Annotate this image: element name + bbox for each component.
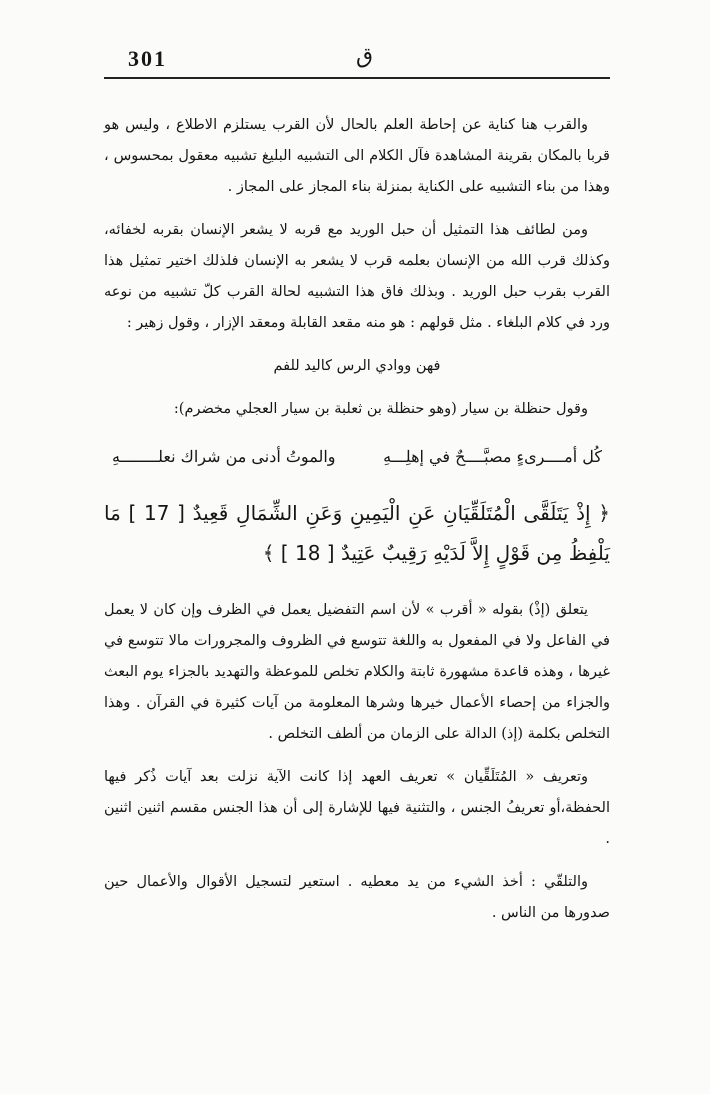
couplet-second-hemistich: والموتُ أدنى من شراك نعلــــــــهِ: [112, 447, 336, 466]
page-body: [104, 110, 610, 941]
paragraph-2: ومن لطائف هذا التمثيل أن حبل الوريد مع قربه لا يشعر الإنسان بقربه لخفائه، وكذلك قرب الله من الإنسان بعلمه قرب لا يشعر به الإنسان فلذلك اختير تمثيل هذا القرب بقرب حبل الوريد . وبذلك فاق هذا التشبيه لحالة القرب كلّ تشبيه من نوعه ورد في كلام البلغاء . مثل قولهم : هو منه مقعد القابلة ومعقد الإزار ، وقول زهير :: [104, 222, 610, 331]
paragraph-3: وقول حنظلة بن سيار (وهو حنظلة بن ثعلبة بن سيار العجلي مخضرم):: [173, 401, 588, 417]
header-rule: [104, 77, 610, 79]
poetry-couplet: [104, 441, 610, 473]
paragraph-5: وتعريف « المُتَلَقِّيان » تعريف العهد إذا كانت الآية نزلت بعد آيات ذُكر فيها الحفظة،أو تعريفُ الجنس ، والتثنية فيها للإشارة إلى أن هذا الجنس مقسم اثنين اثنين .: [104, 769, 610, 847]
page-number: 301: [128, 46, 167, 71]
paragraph-4: يتعلق (إذْ) بقوله « أقرب » لأن اسم التفضيل يعمل في الظرف وإن كان لا يعمل في الفاعل ولا في المفعول به واللغة تتوسع في الظروف والمجرورات مالا تتوسع في غيرها ، وهذه قاعدة مشهورة ثابتة والكلام تخلص للموعظة والتهديد بالجزاء يوم البعث والجزاء من إحصاء الأعمال خيرها وشرها المعلومة من آيات كثيرة في القرآن . وهذا التخلص بكلمة (إذ) الدالة على الزمان من ألطف التخلص .: [104, 602, 610, 742]
poetry-line-zuhair: فهن ووادي الرس كاليد للفم: [273, 358, 441, 374]
page-header: [0, 0, 710, 80]
quran-verse: ﴿ إِذْ يَتَلَقَّى الْمُتَلَقِّيَانِ عَنِ الْيَمِينِ وَعَنِ الشِّمَالِ قَعِيدٌ [ 17 ] مَا يَلْفِظُ مِن قَوْلٍ إِلاَّ لَدَيْهِ رَقِيبٌ عَتِيدٌ [ 18 ] ﴾: [104, 501, 610, 565]
couplet-first-hemistich: كُل أمــــرىءٍ مصبَّــــحٌ في إهلِـــهِ: [383, 447, 602, 466]
paragraph-6: والتلقّي : أخذ الشيء من يد معطيه . استعير لتسجيل الأقوال والأعمال حين صدورها من الناس .: [104, 874, 610, 921]
paragraph-1: والقرب هنا كناية عن إحاطة العلم بالحال لأن القرب يستلزم الاطلاع ، وليس هو قربا بالمكان بقرينة المشاهدة فآل الكلام الى التشبيه البليغ تشبيه معقول بمحسوس ، وهذا من بناء التشبيه على الكناية بمنزلة بناء المجاز على المجاز .: [104, 117, 610, 195]
running-title: ق: [356, 44, 374, 69]
